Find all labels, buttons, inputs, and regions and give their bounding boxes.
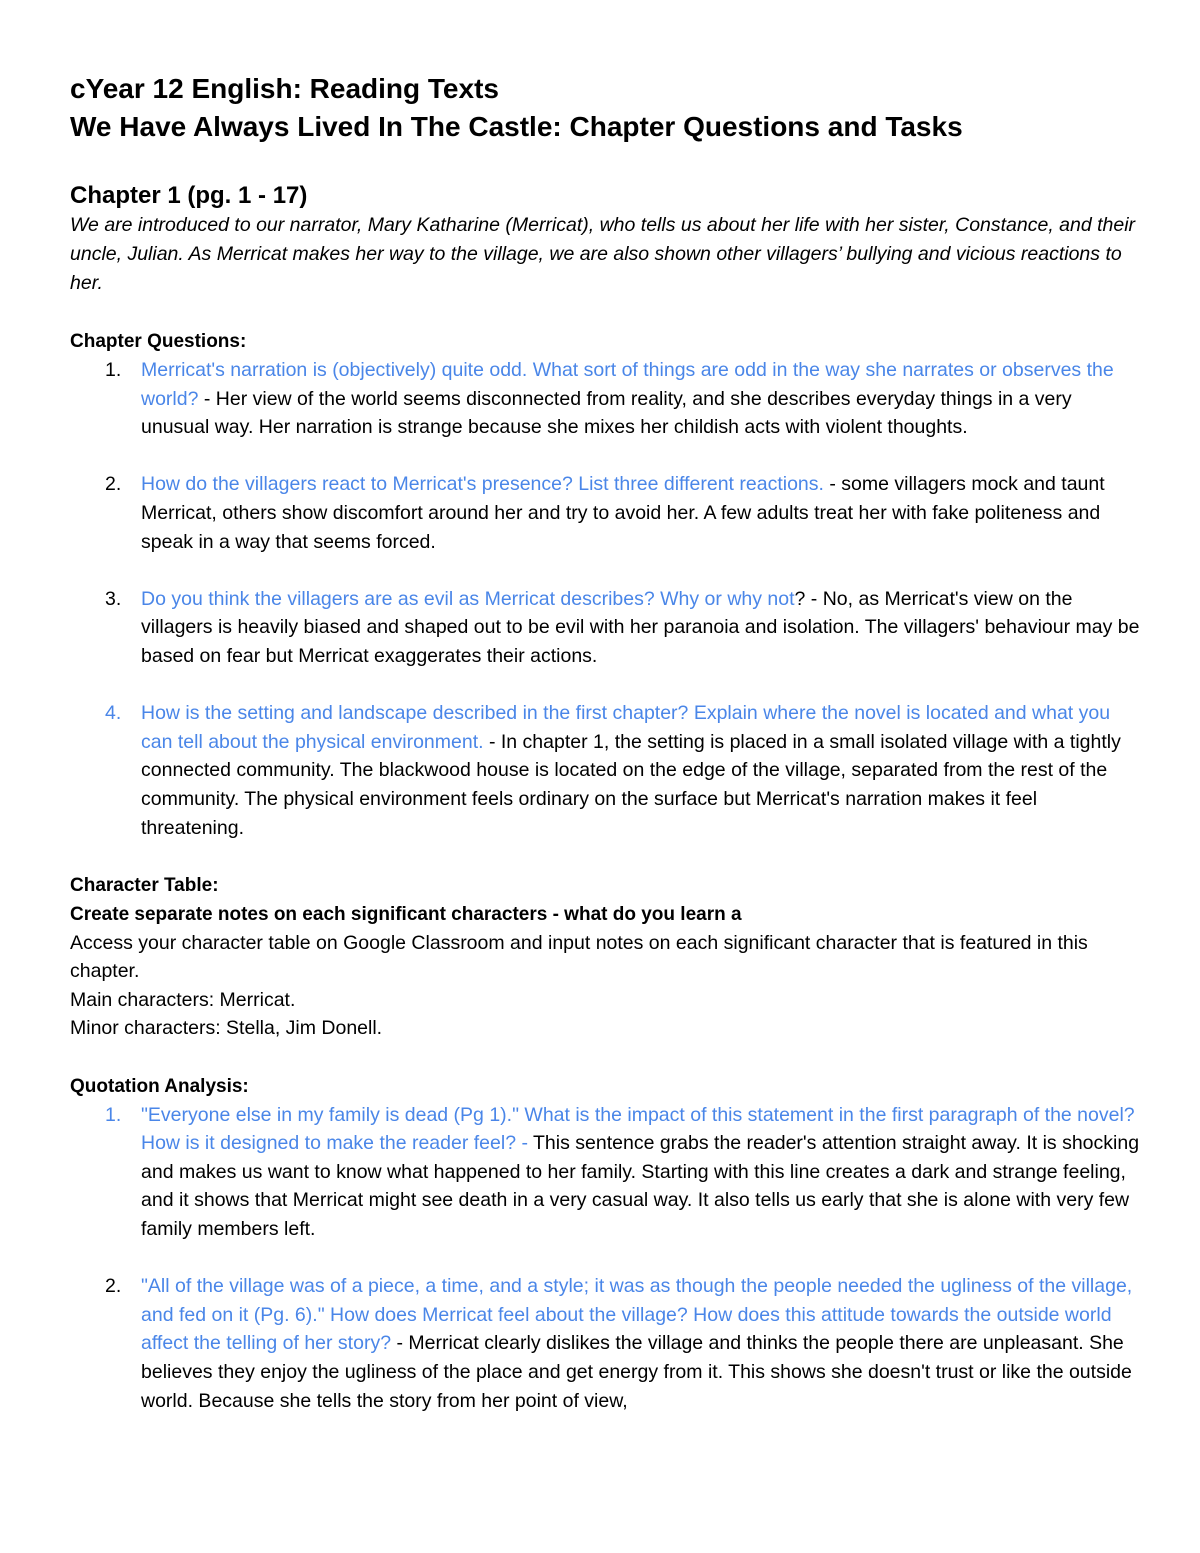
answer-text: - In chapter 1, the setting is placed in a small isolated village with a tightly connected community. The blackwood house is located on the edge of the village, separated from the rest of the community. The physical environment feels ordinary on the surface but Merricat's narration makes it feel threatening. (141, 730, 1121, 839)
character-table-instruction: Create separate notes on each significant characters - what do you learn a (70, 903, 742, 925)
question-number: 3. (105, 587, 122, 610)
chapter-summary: We are introduced to our narrator, Mary Katharine (Merricat), who tells us about her life with her sister, Constance, and their uncle, Julian. As Merricat makes her way to the village, we are also shown other villagers’ bullying and vicious reactions to her. (70, 214, 1136, 294)
chapter-questions-list (70, 356, 1140, 842)
document-page (70, 70, 1140, 1415)
answer-text: - some villagers mock and taunt Merricat, others show discomfort around her and try to avoid her. A few adults treat her with fake politeness and speak in a way that seems forced. (141, 473, 1105, 553)
answer-text: - Her view of the world seems disconnected from reality, and she describes everyday things in a very unusual way. Her narration is strange because she mixes her childish acts with violent thoughts. (141, 387, 1072, 439)
character-table-text: Access your character table on Google Classroom and input notes on each significant character that is featured in this chapter. (70, 931, 1088, 983)
question-text: How is the setting and landscape described in the first chapter? Explain where the novel is located and what you can tell about the physical environment. (141, 702, 1111, 753)
chapter-question-item (70, 585, 1140, 671)
question-text: Do you think the villagers are as evil as Merricat describes? Why or why not (141, 587, 795, 610)
question-number: 2. (105, 473, 122, 496)
chapter-questions-label: Chapter Questions: (70, 331, 247, 352)
quotation-analysis-list (70, 1101, 1140, 1416)
main-characters: Main characters: Merricat. (70, 988, 296, 1011)
answer-text: - Merricat clearly dislikes the village and thinks the people there are unpleasant. She believes they enjoy the ugliness of the place and get energy from it. This shows she doesn't trust or like the outside world. Because she tells the story from her point of view, (141, 1332, 1132, 1412)
quotation-question: "Everyone else in my family is dead (Pg 1)." What is the impact of this statement in the first paragraph of the novel? How is it designed to make the reader feel? - (141, 1103, 1135, 1155)
doc-title-line1: cYear 12 English: Reading Texts (70, 73, 499, 104)
question-number: 1. (105, 359, 122, 381)
quotation-number: 2. (105, 1275, 122, 1298)
question-text: How do the villagers react to Merricat's presence? List three different reactions. (141, 473, 824, 496)
minor-characters: Minor characters: Stella, Jim Donell. (70, 1017, 383, 1040)
quotation-number: 1. (105, 1103, 122, 1126)
quotation-question: "All of the village was of a piece, a time, and a style; it was as though the people needed the ugliness of the village, and fed on it (Pg. 6)." How does Merricat feel about the village? How does this attitude towards the outside world affect the telling of her story? (141, 1275, 1133, 1355)
quotation-item (70, 1272, 1140, 1415)
chapter-question-item (70, 699, 1140, 842)
question-number: 4. (105, 702, 122, 725)
quotation-analysis-label: Quotation Analysis: (70, 1075, 249, 1097)
doc-title-line2: We Have Always Lived In The Castle: Chapter Questions and Tasks (70, 111, 963, 142)
character-table-label: Character Table: (70, 874, 219, 896)
chapter-heading: Chapter 1 (pg. 1 - 17) (70, 182, 308, 209)
answer-text: ? - No, as Merricat's view on the villagers is heavily biased and shaped out to be evil with her paranoia and isolation. The villagers' behaviour may be based on fear but Merricat exaggerates their actions. (141, 587, 1140, 667)
answer-text: This sentence grabs the reader's attention straight away. It is shocking and makes us want to know what happened to her family. Starting with this line creates a dark and strange feeling, and it shows that Merricat might see death in a very casual way. It also tells us early that she is alone with very few family members left. (141, 1132, 1140, 1241)
chapter-question-item (70, 470, 1140, 556)
question-text: Merricat's narration is (objectively) quite odd. What sort of things are odd in the way she narrates or observes the world? (141, 359, 1114, 410)
chapter-question-item (70, 356, 1140, 442)
quotation-item (70, 1101, 1140, 1244)
